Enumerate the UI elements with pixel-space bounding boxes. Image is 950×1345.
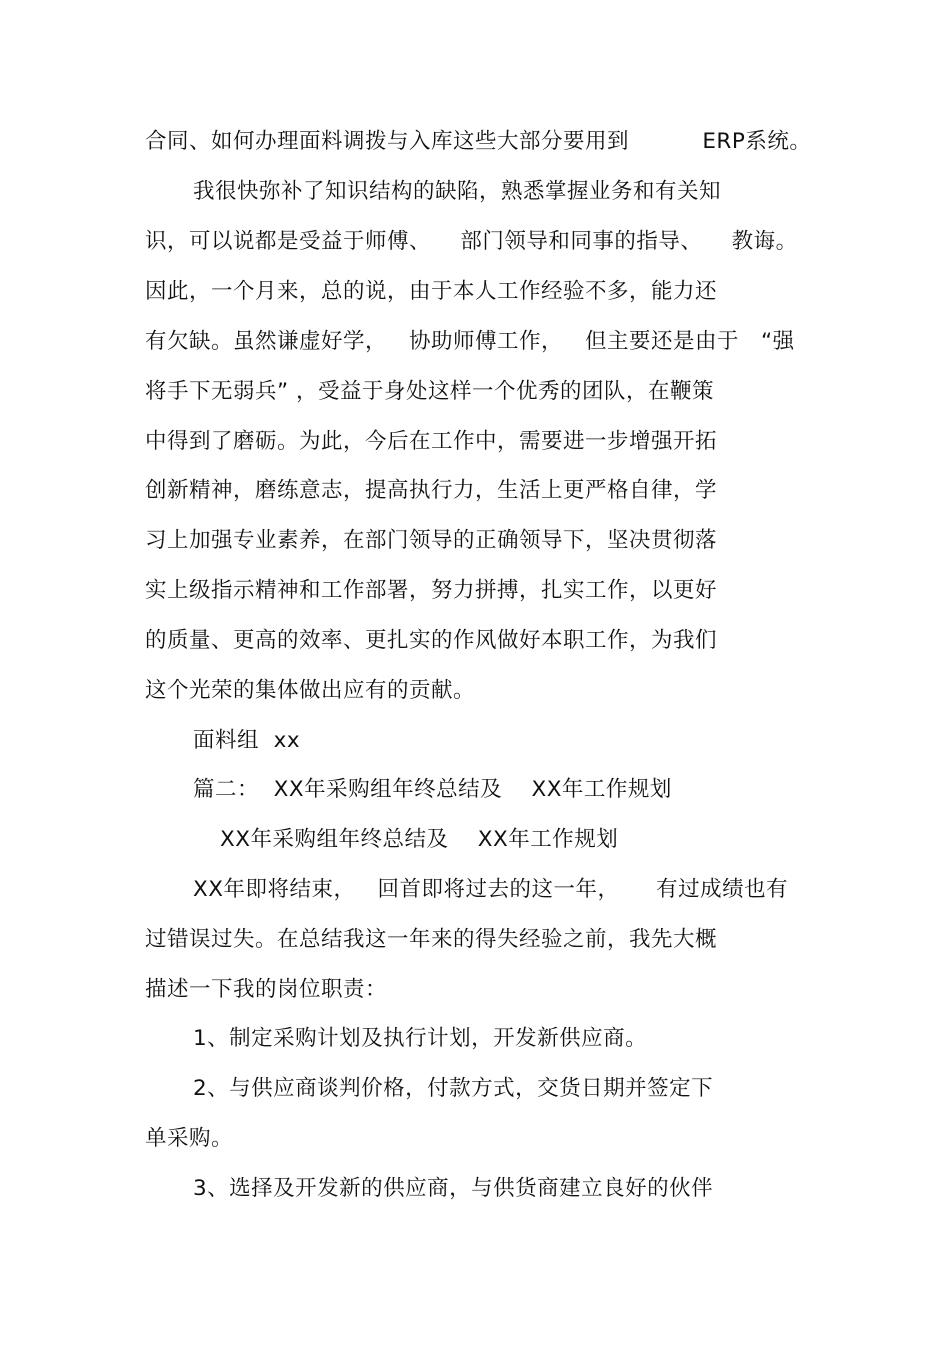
text-line: 过错误过失。在总结我这一年来的得失经验之前，我先大概: [145, 927, 718, 952]
text-line: 创新精神，磨练意志，提高执行力，生活上更严格自律，学: [145, 478, 718, 503]
text-line: 习上加强专业素养，在部门领导的正确领导下，坚决贯彻落: [145, 528, 718, 553]
text-line: 合同、如何办理面料调拨与入库这些大部分要用到 ERP系统。: [145, 129, 812, 154]
text-line: 实上级指示精神和工作部署，努力拼搏，扎实工作，以更好: [145, 578, 718, 603]
list-item: 3、选择及开发新的供应商，与供货商建立良好的伙伴: [193, 1176, 714, 1201]
text-line: 我很快弥补了知识结构的缺陷，熟悉掌握业务和有关知: [193, 179, 722, 204]
text-line: XX年即将结束， 回首即将过去的这一年， 有过成绩也有: [193, 877, 789, 902]
list-item: 2、与供应商谈判价格，付款方式，交货日期并签定下: [193, 1076, 714, 1101]
text-line: 将手下无弱兵” ，受益于身处这样一个优秀的团队，在鞭策: [145, 379, 714, 404]
list-item: 1、制定采购计划及执行计划，开发新供应商。: [193, 1026, 648, 1051]
section-heading: 篇二： XX年采购组年终总结及 XX年工作规划: [193, 777, 672, 802]
text-line: 因此，一个月来，总的说，由于本人工作经验不多，能力还: [145, 279, 718, 304]
text-line: 描述一下我的岗位职责：: [145, 977, 388, 1002]
text-line: 中得到了磨砺。为此，今后在工作中，需要进一步增强开拓: [145, 429, 718, 454]
text-line: 有欠缺。虽然谦虚好学， 协助师傅工作， 但主要还是由于 “强: [145, 329, 795, 354]
list-item-continuation: 单采购。: [145, 1126, 234, 1151]
signature-line: 面料组 xx: [193, 728, 301, 753]
text-line: 识，可以说都是受益于师傅、 部门领导和同事的指导、 教诲。: [145, 229, 798, 254]
text-line: 的质量、更高的效率、更扎实的作风做好本职工作，为我们: [145, 628, 718, 653]
text-line: 这个光荣的集体做出应有的贡献。: [145, 678, 476, 703]
section-title: XX年采购组年终总结及 XX年工作规划: [220, 827, 619, 852]
